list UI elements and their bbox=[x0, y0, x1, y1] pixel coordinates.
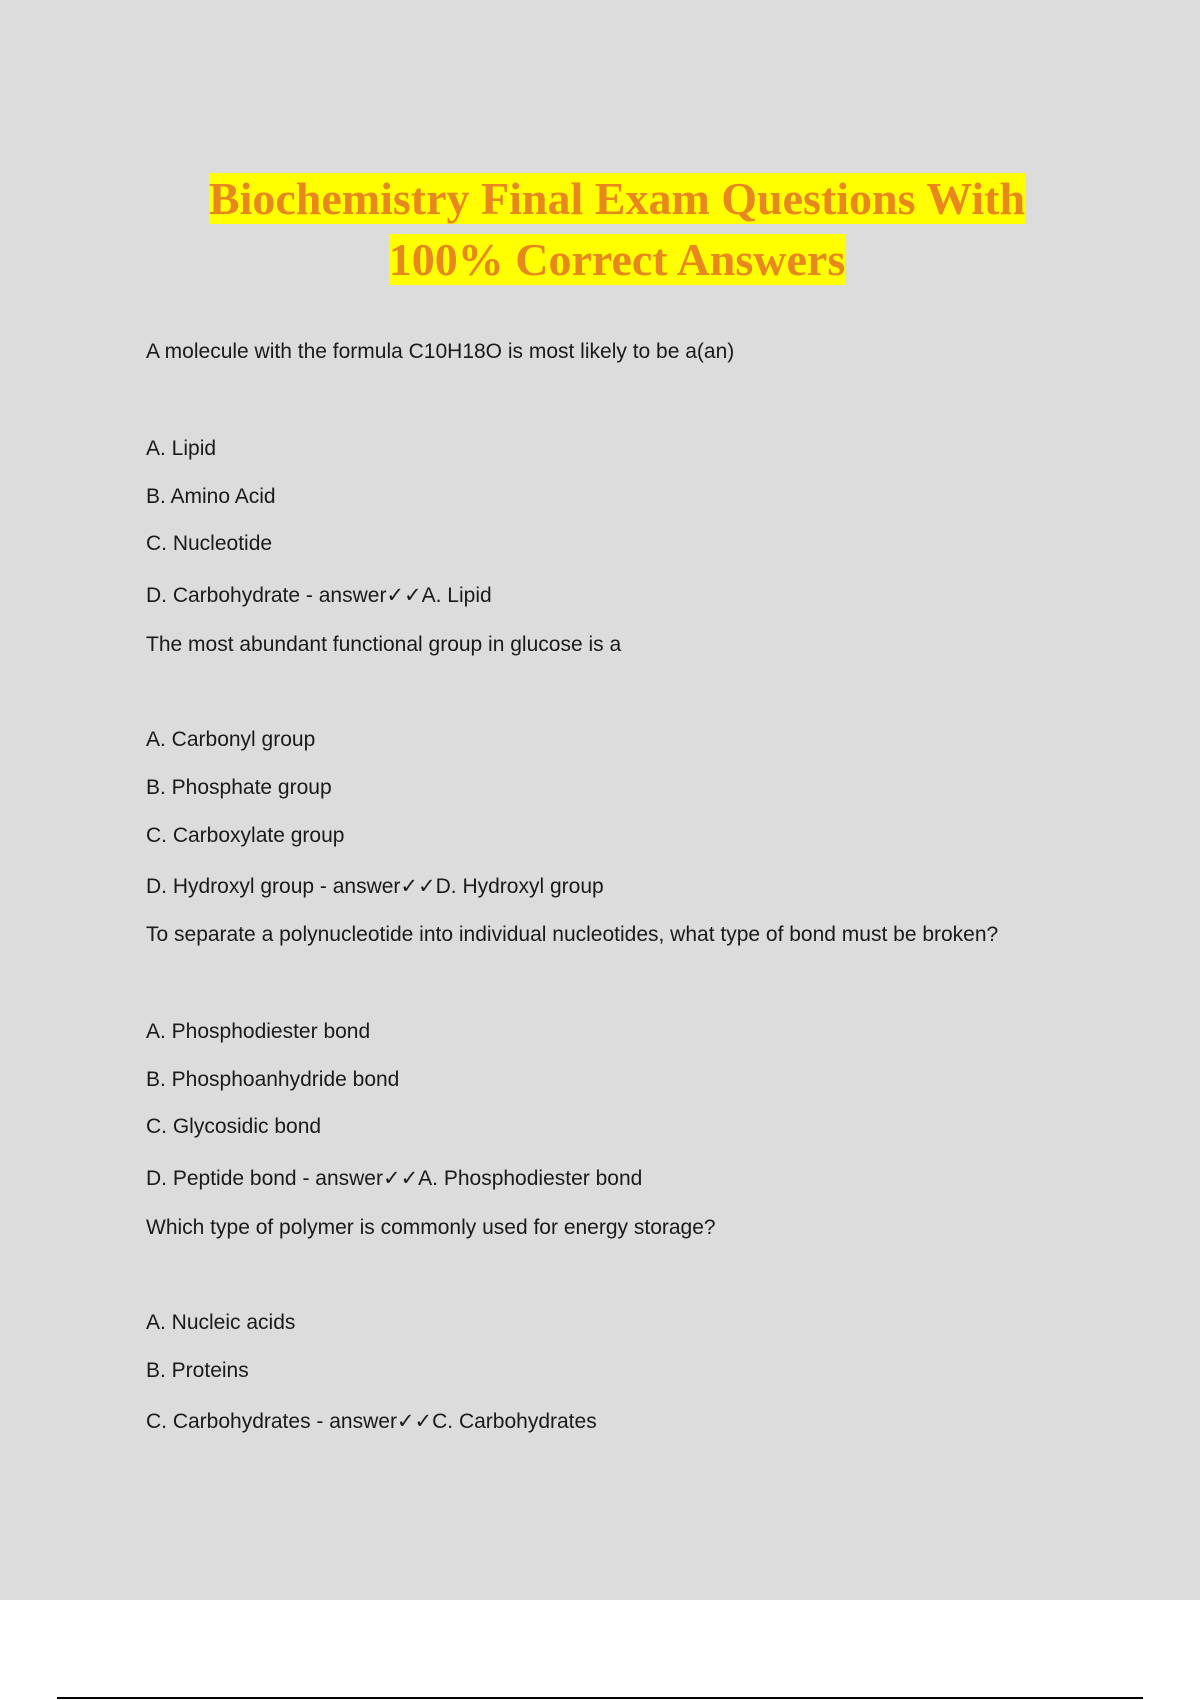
title-line-1: Biochemistry Final Exam Questions With bbox=[208, 173, 1026, 224]
answer-option: A. Lipid bbox=[146, 437, 217, 460]
answer-option-with-key: D. Peptide bond - answer✓✓A. Phosphodiester bond bbox=[146, 1167, 643, 1190]
answer-option: C. Glycosidic bond bbox=[146, 1115, 322, 1138]
question-prompt: To separate a polynucleotide into individual nucleotides, what type of bond must be broken? bbox=[146, 923, 999, 946]
answer-option: A. Nucleic acids bbox=[146, 1311, 296, 1334]
question-prompt: Which type of polymer is commonly used for energy storage? bbox=[146, 1216, 716, 1239]
answer-option: A. Phosphodiester bond bbox=[146, 1020, 371, 1043]
answer-option-with-key: D. Carbohydrate - answer✓✓A. Lipid bbox=[146, 584, 492, 607]
answer-option: B. Proteins bbox=[146, 1359, 249, 1382]
answer-option-with-key: C. Carbohydrates - answer✓✓C. Carbohydrates bbox=[146, 1410, 597, 1433]
answer-option: C. Carboxylate group bbox=[146, 824, 345, 847]
answer-option: B. Phosphate group bbox=[146, 776, 332, 799]
answer-option: A. Carbonyl group bbox=[146, 728, 316, 751]
page-divider bbox=[57, 1697, 1143, 1699]
title-line-2: 100% Correct Answers bbox=[388, 234, 846, 285]
question-prompt: The most abundant functional group in glucose is a bbox=[146, 633, 622, 656]
answer-option: B. Amino Acid bbox=[146, 485, 276, 508]
answer-option: C. Nucleotide bbox=[146, 532, 273, 555]
answer-option: B. Phosphoanhydride bond bbox=[146, 1068, 400, 1091]
question-prompt: A molecule with the formula C10H18O is most likely to be a(an) bbox=[146, 340, 735, 363]
document-title bbox=[0, 168, 1200, 290]
answer-option-with-key: D. Hydroxyl group - answer✓✓D. Hydroxyl group bbox=[146, 875, 604, 898]
